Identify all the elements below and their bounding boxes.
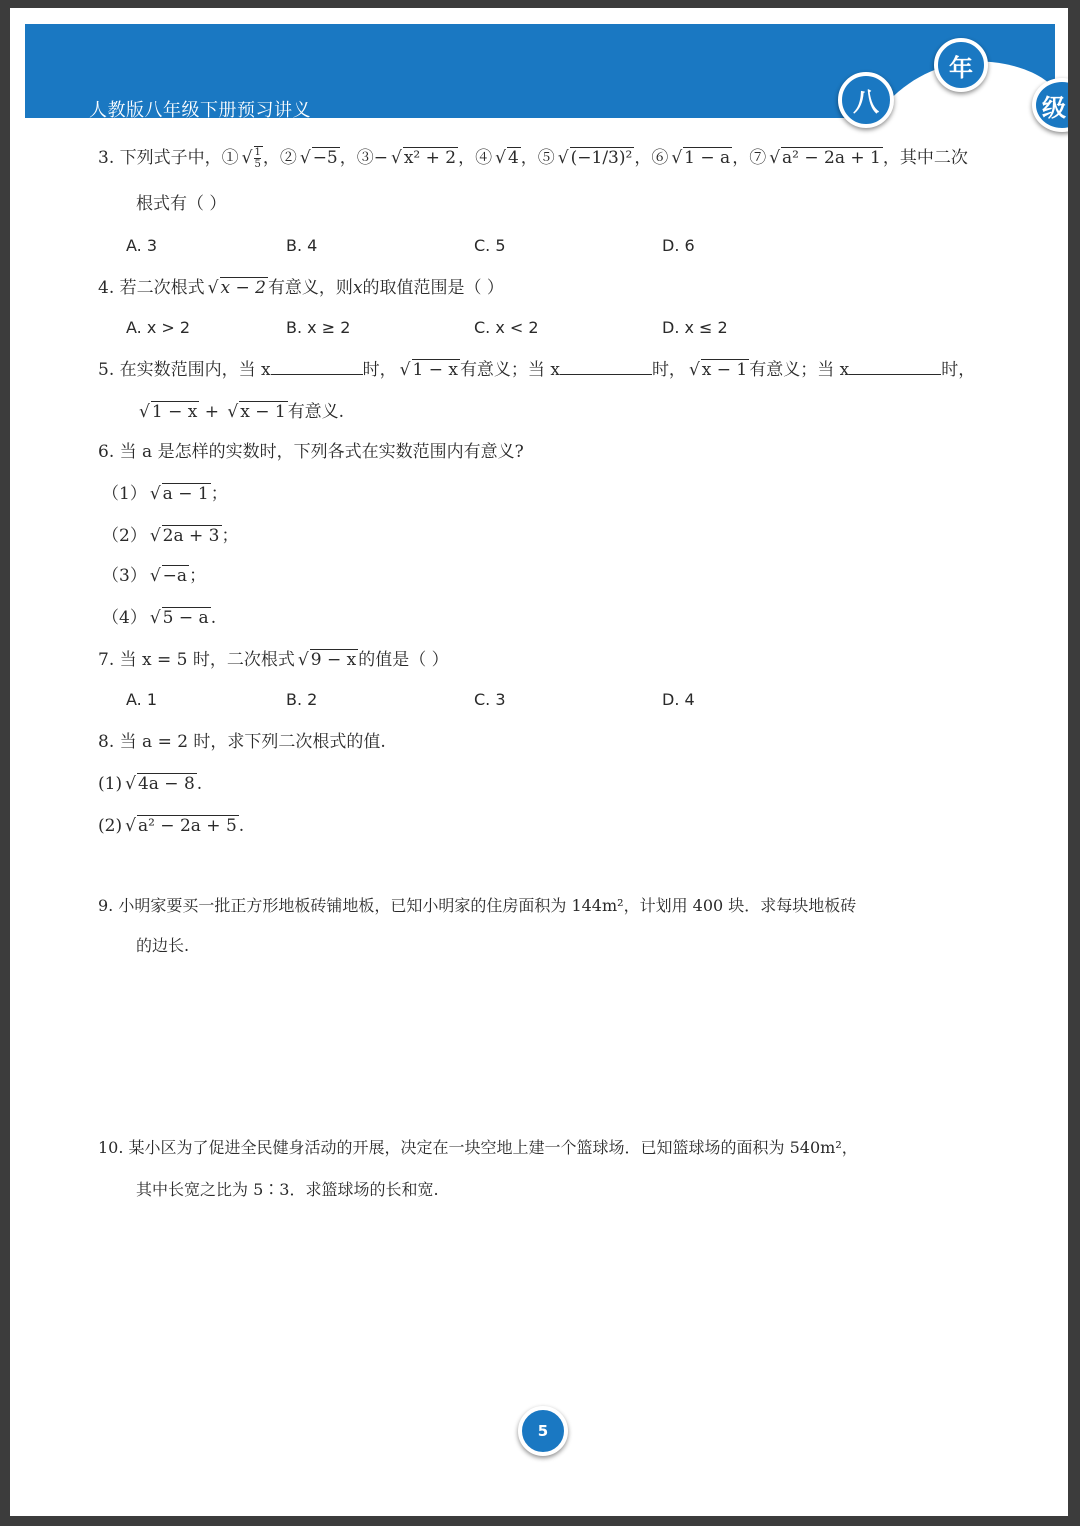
- grade-badge-text: 八: [852, 87, 879, 118]
- q3-sep: ，: [339, 148, 357, 168]
- q4-middle: 有意义，则: [267, 278, 353, 298]
- q6-item-radical: √ −a: [162, 565, 189, 586]
- q5-p1: 5. 在实数范围内，当 x: [98, 360, 271, 380]
- q3-option-d: D. 6: [662, 236, 695, 255]
- q3-c7: ⑦: [749, 148, 767, 168]
- q4-radical: √ x − 2: [220, 277, 268, 298]
- q3-c3: ③−: [356, 148, 388, 168]
- q3-c6: ⑥: [651, 148, 669, 168]
- q6-item-4: [102, 606, 216, 630]
- q6-item-end: ；: [210, 484, 228, 504]
- q4-option-c: C. x < 2: [474, 318, 539, 337]
- q3-frac-num: √ 1: [254, 147, 261, 158]
- q6-item-end: ；: [189, 566, 207, 586]
- q5-blank-3[interactable]: [849, 358, 941, 375]
- q6-item-2: [102, 524, 239, 548]
- q6-item-radical: √ a − 1: [162, 483, 211, 504]
- q3-radical-5: √ (−1/3)²: [570, 147, 635, 168]
- question-4: [98, 276, 504, 300]
- q3-option-a: A. 3: [126, 236, 158, 255]
- question-9-line1: 9. 小明家要买一批正方形地板砖铺地板，已知小明家的住房面积为 144m²，计划用 400 块．求每块地板砖: [98, 896, 857, 915]
- question-6-stem: 6. 当 a 是怎样的实数时，下列各式在实数范围内有意义?: [98, 442, 524, 462]
- q5-line2-suffix: 有意义.: [287, 402, 345, 422]
- q3-frac-den: 5: [254, 159, 261, 170]
- q6-item-label: （2）: [102, 526, 147, 546]
- q6-item-end: ；: [221, 526, 239, 546]
- question-10-line1: 10. 某小区为了促进全民健身活动的开展，决定在一块空地上建一个篮球场．已知篮球场的面积为 540m²，: [98, 1138, 858, 1157]
- q5-p4: 时，: [651, 360, 686, 380]
- q5-p5: 有意义；当 x: [749, 360, 850, 380]
- q7-prefix: 7. 当 x = 5 时，二次根式: [98, 650, 295, 670]
- question-7: [98, 648, 449, 672]
- q7-option-b: B. 2: [286, 690, 318, 709]
- q5-blank-2[interactable]: [560, 358, 652, 375]
- q7-option-c: C. 3: [474, 690, 506, 709]
- question-5-line1: [98, 358, 975, 382]
- q3-radical-2: √ −5: [312, 147, 340, 168]
- q3-suffix: ，其中二次: [882, 148, 968, 168]
- q3-radical-7: √ a² − 2a + 1: [781, 147, 883, 168]
- worksheet-page: [10, 8, 1068, 1516]
- q7-radical: √ 9 − x: [310, 649, 358, 670]
- q5-p3: 有意义；当 x: [459, 360, 560, 380]
- q8-item-2: [98, 814, 244, 838]
- partial-badge-text: 级: [1042, 93, 1066, 122]
- question-3-line2: 根式有（ ）: [136, 194, 227, 214]
- q6-item-end: .: [210, 608, 217, 628]
- year-badge-text: 年: [949, 53, 973, 82]
- q3-radical-4: √ 4: [507, 147, 521, 168]
- q3-sep: ，: [458, 148, 476, 168]
- q3-option-b: B. 4: [286, 236, 318, 255]
- q5-radical-2: √ x − 1: [701, 359, 749, 380]
- q8-item-1: [98, 772, 202, 796]
- q5-p6: 时，: [941, 360, 976, 380]
- q4-prefix: 4. 若二次根式: [98, 278, 205, 298]
- q3-radical-6: √ 1 − a: [683, 147, 732, 168]
- q8-item-radical: √ a² − 2a + 5: [137, 815, 239, 836]
- q3-sep: ，: [732, 148, 750, 168]
- q8-item-end: .: [238, 816, 245, 836]
- q6-item-3: [102, 564, 206, 588]
- q4-var: x: [352, 278, 363, 298]
- q5-plus: +: [199, 402, 225, 422]
- q4-option-d: D. x ≤ 2: [662, 318, 728, 337]
- q6-item-1: [102, 482, 228, 506]
- q6-item-radical: √ 5 − a: [162, 607, 211, 628]
- q6-item-label: （4）: [102, 608, 147, 628]
- q5-line2-radical-1: √ 1 − x: [151, 401, 199, 422]
- q5-line2-radical-2: √ x − 1: [239, 401, 287, 422]
- q3-sep: ，: [520, 148, 538, 168]
- q4-option-a: A. x > 2: [126, 318, 191, 337]
- year-badge: [934, 38, 988, 92]
- q8-item-radical: √ 4a − 8: [137, 773, 197, 794]
- question-8-stem: 8. 当 a = 2 时，求下列二次根式的值.: [98, 732, 386, 752]
- q3-sep: ，: [262, 148, 280, 168]
- page-number: 5: [537, 1422, 549, 1440]
- q7-option-a: A. 1: [126, 690, 158, 709]
- question-10-line2: 其中长宽之比为 5∶3．求篮球场的长和宽.: [136, 1180, 439, 1199]
- q8-item-end: .: [196, 774, 203, 794]
- question-9-line2: 的边长.: [136, 936, 190, 955]
- q4-option-b: B. x ≥ 2: [286, 318, 351, 337]
- q3-c2: ②: [279, 148, 297, 168]
- q3-c4: ④: [475, 148, 493, 168]
- header-banner: [25, 24, 1055, 118]
- q5-p2: 时，: [362, 360, 397, 380]
- q3-option-c: C. 5: [474, 236, 506, 255]
- grade-badge: [838, 72, 894, 128]
- q6-item-label: （3）: [102, 566, 147, 586]
- page-number-badge: [518, 1406, 568, 1456]
- q6-item-radical: √ 2a + 3: [162, 525, 222, 546]
- question-3-line1: [98, 146, 968, 170]
- question-5-line2: [136, 400, 344, 424]
- q8-item-label: (2): [98, 816, 123, 836]
- q6-item-label: （1）: [102, 484, 147, 504]
- q3-sep: ，: [634, 148, 652, 168]
- q7-option-d: D. 4: [662, 690, 695, 709]
- q8-item-label: (1): [98, 774, 123, 794]
- q3-radical-3: √ x² + 2: [403, 147, 458, 168]
- q5-blank-1[interactable]: [271, 358, 363, 375]
- q5-radical-1: √ 1 − x: [412, 359, 460, 380]
- q7-suffix: 的值是（ ）: [358, 650, 449, 670]
- q3-prefix: 3. 下列式子中，①: [98, 148, 239, 168]
- q3-c5: ⑤: [537, 148, 555, 168]
- q4-suffix: 的取值范围是（ ）: [362, 278, 504, 298]
- q3-radical-1: [254, 146, 263, 170]
- header-title: 人教版八年级下册预习讲义: [89, 100, 311, 118]
